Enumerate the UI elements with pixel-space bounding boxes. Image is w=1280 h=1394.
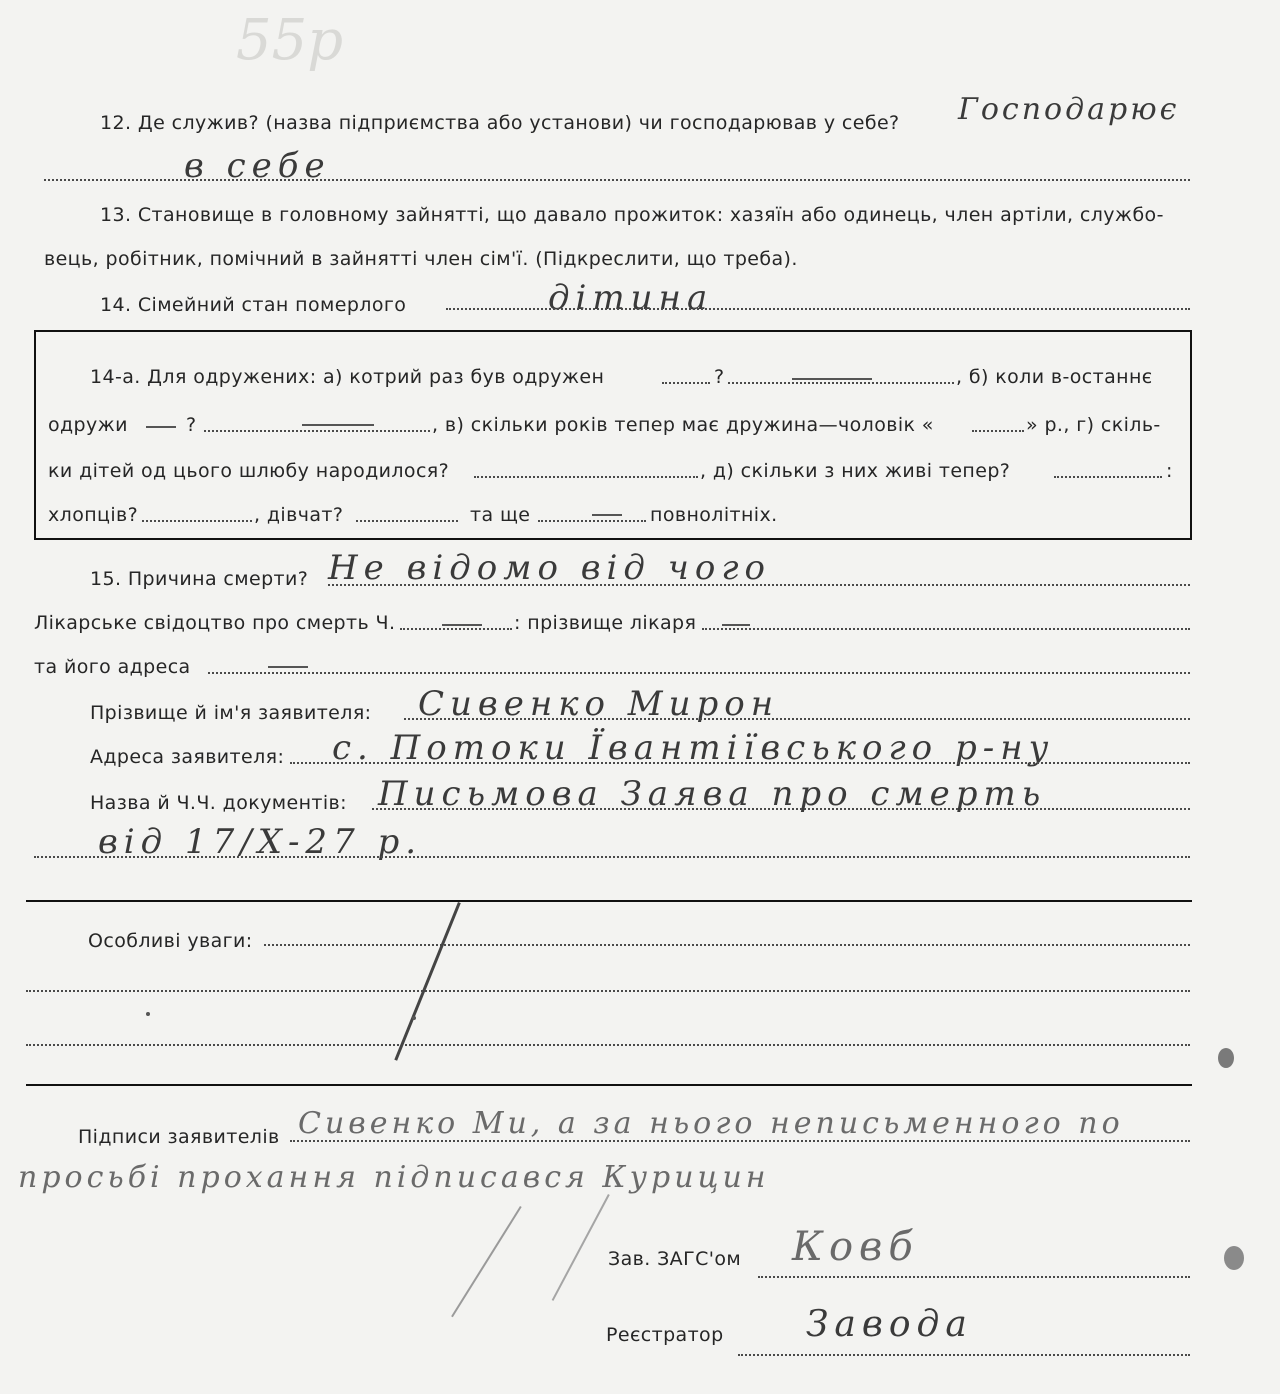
q15-answer-line <box>328 584 1190 586</box>
documents-label: Назва й Ч.Ч. документів: <box>90 792 347 814</box>
registrar-label: Реєстратор <box>606 1324 724 1346</box>
q14a-spouse-age-field <box>972 430 1024 432</box>
q13-line1: 13. Становище в головному зайнятті, що давало прожиток: хазяїн або одинець, член артіли, службо- <box>100 204 1164 226</box>
applicants-signature-line1: Сивенко Ми, а за нього неписьменного по <box>298 1106 1124 1141</box>
q14a-line4-d: повнолітніх. <box>650 504 778 526</box>
remarks-line-2 <box>26 990 1190 992</box>
q14-answer: дітина <box>548 278 714 318</box>
doctor-dash <box>722 624 750 626</box>
zags-head-line <box>758 1276 1190 1278</box>
registrar-signature: Завода <box>806 1304 973 1345</box>
q14a-line3-b: , д) скільки з них живі тепер? <box>700 460 1011 482</box>
applicant-name-value: Сивенко Мирон <box>418 684 780 724</box>
zags-head-signature: Ковб <box>792 1224 919 1270</box>
q12-answer-line1: Господарює <box>958 92 1180 127</box>
remarks-line-3 <box>26 1044 1190 1046</box>
doctor-address-field <box>208 672 1190 674</box>
q12-answer-line2: в себе <box>184 146 331 186</box>
applicant-name-line <box>404 718 1190 720</box>
applicants-signature-line2: просьбі прохання підписався Курицин <box>18 1160 770 1195</box>
pencil-squiggle <box>451 1206 522 1317</box>
section-divider-bottom <box>26 1084 1192 1086</box>
documents-value-line2: від 17/Х-27 р. <box>98 822 423 862</box>
paper-blemish-2 <box>1224 1246 1244 1270</box>
q14a-adults-dash <box>592 514 622 516</box>
paper-blemish <box>1218 1048 1234 1068</box>
q14a-last-married-field <box>204 430 430 432</box>
medical-cert-dash <box>442 624 482 626</box>
q12-label: 12. Де служив? (назва підприємства або установи) чи господарював у себе? <box>100 112 900 134</box>
section-divider-top <box>26 900 1192 902</box>
q15-label: 15. Причина смерти? <box>90 568 309 590</box>
q14a-line2-b: , в) скільки років тепер має дружина—чоловік « <box>432 414 934 436</box>
doctor-field <box>702 628 1190 630</box>
doctor-address-dash <box>268 666 308 668</box>
remarks-cancel-stroke <box>394 902 460 1061</box>
q14a-when-field <box>728 382 954 384</box>
remarks-label: Особливі уваги: <box>88 930 253 952</box>
q14a-line3-c: : <box>1166 460 1173 482</box>
q14a-married-dash <box>146 426 176 428</box>
q14a-line1-label: 14-а. Для одружених: а) котрий раз був одружен <box>90 366 605 388</box>
zags-head-label: Зав. ЗАГС'ом <box>608 1248 742 1270</box>
q14-answer-line <box>446 308 1190 310</box>
applicant-address-line <box>290 762 1190 764</box>
q14a-line3-label: ки дітей од цього шлюбу народилося? <box>48 460 450 482</box>
q12-answer-line <box>44 179 1190 181</box>
documents-line2 <box>34 856 1190 858</box>
q13-line2: вець, робітник, помічний в зайнятті член сім'ї. (Підкреслити, що треба). <box>44 248 798 270</box>
remarks-line-1 <box>264 944 1190 946</box>
applicants-signature-line <box>290 1140 1190 1142</box>
q14a-boys-field <box>142 520 252 522</box>
applicant-name-label: Прізвище й ім'я заявителя: <box>90 702 372 724</box>
q14a-line4-b: , дівчат? <box>254 504 344 526</box>
documents-value: Письмова Заява про смерть <box>378 774 1047 814</box>
q14a-girls-field <box>356 520 458 522</box>
medical-cert-label: Лікарське свідоцтво про смерть Ч. <box>34 612 396 634</box>
q14a-line2-c: » р., г) скіль- <box>1026 414 1161 436</box>
documents-line <box>372 808 1190 810</box>
q14a-when-dash <box>792 378 872 380</box>
q14a-times-married-field <box>662 382 710 384</box>
pencil-squiggle-2 <box>552 1194 610 1301</box>
q14-label: 14. Сімейний стан померлого <box>100 294 407 316</box>
remarks-ink-dot <box>146 1012 150 1016</box>
q14a-children-born-field <box>474 476 698 478</box>
q14a-children-alive-field <box>1054 476 1162 478</box>
faint-pencil-mark: 55р <box>236 8 344 73</box>
applicants-signature-label: Підписи заявителів <box>78 1126 280 1148</box>
q14a-line2-q: ? <box>186 414 197 436</box>
q14a-line1-b: , б) коли в-останнє <box>956 366 1153 388</box>
registrar-line <box>738 1354 1190 1356</box>
doctor-label: : прізвище лікаря <box>514 612 697 634</box>
applicant-address-value: с. Потоки Ївантіївського р-ну <box>332 728 1055 768</box>
q14a-adults-field <box>538 520 646 522</box>
doctor-address-label: та його адреса <box>34 656 191 678</box>
q14a-line2-label: одружи <box>48 414 128 436</box>
q14a-line1-q: ? <box>714 366 725 388</box>
applicant-address-label: Адреса заявителя: <box>90 746 285 768</box>
q15-answer: Не відомо від чого <box>328 548 772 588</box>
q14a-line4-label: хлопців? <box>48 504 139 526</box>
q14a-line4-c: та ще <box>470 504 531 526</box>
remarks-ink-dot-2 <box>412 1016 416 1020</box>
q14a-last-married-dash <box>302 424 374 426</box>
medical-cert-field <box>400 628 512 630</box>
